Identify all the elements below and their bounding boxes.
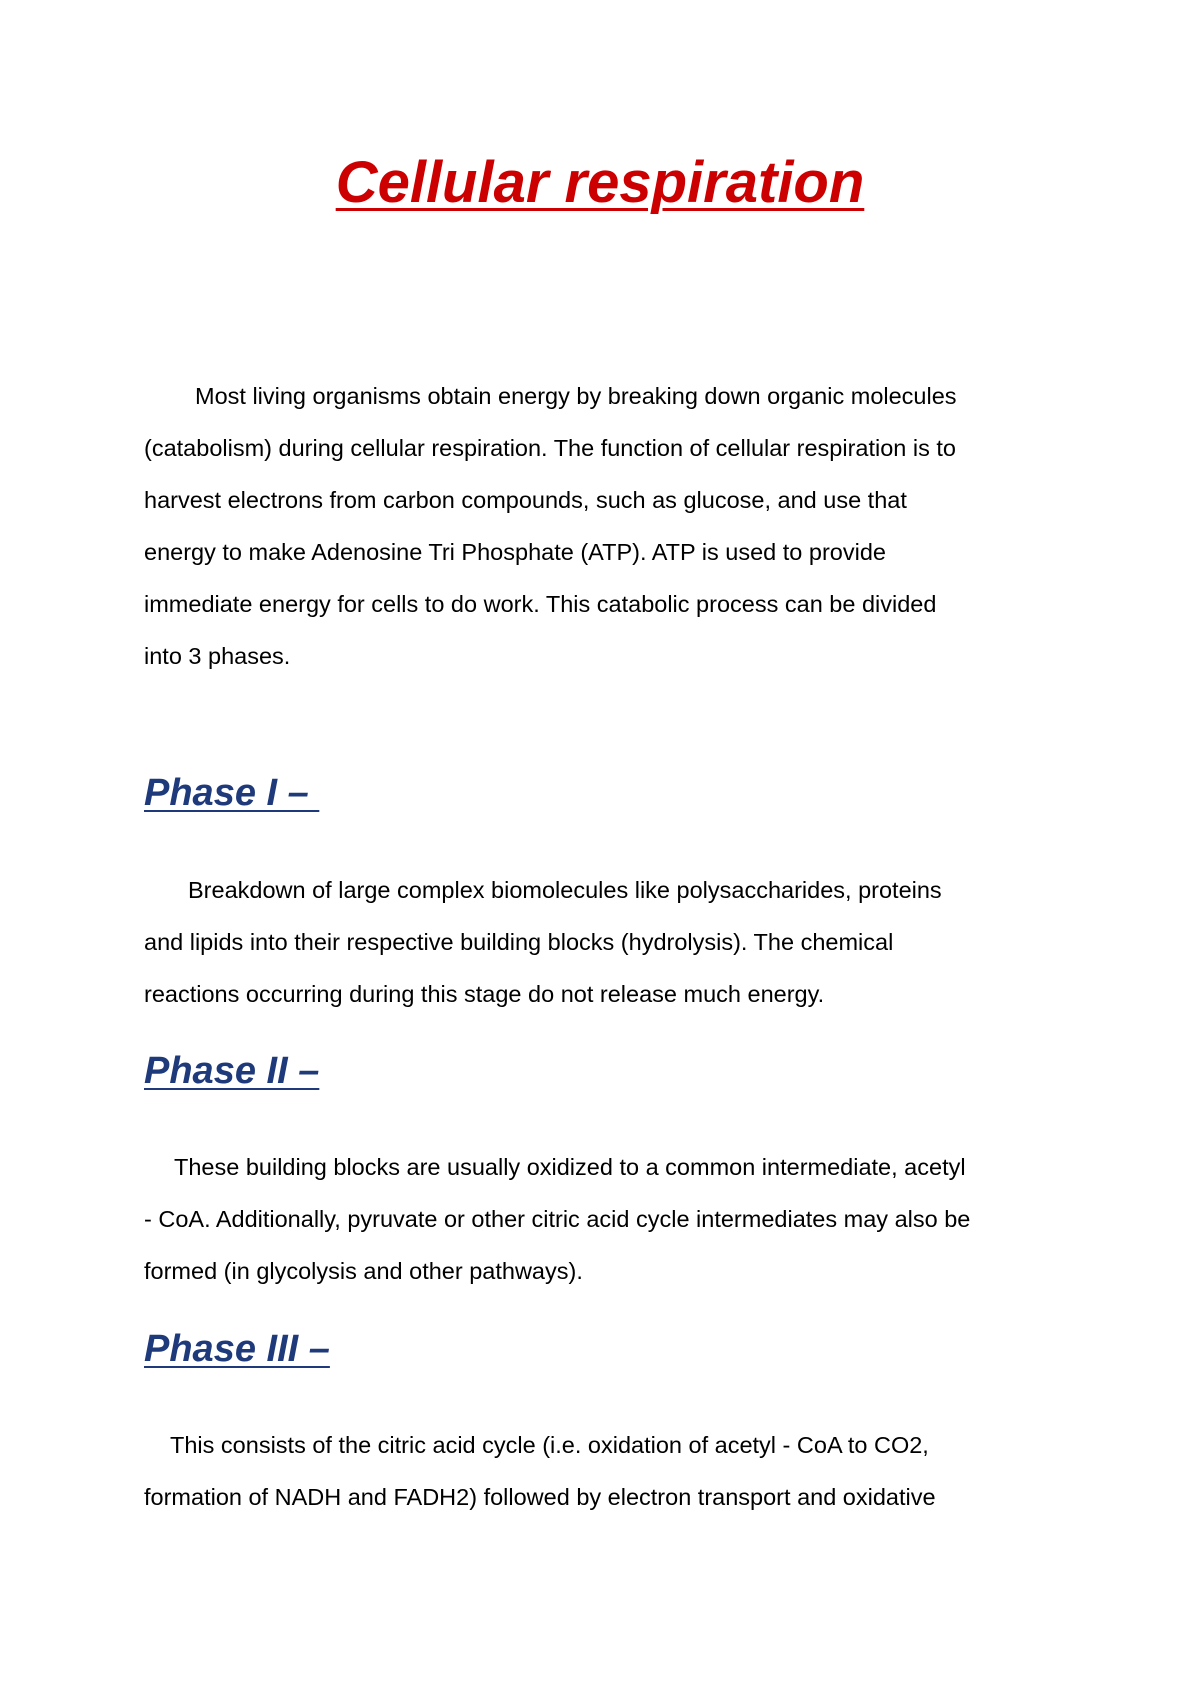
phase-3-paragraph bbox=[144, 1419, 1064, 1523]
phase-1-heading: Phase I – bbox=[144, 772, 320, 814]
intro-line: immediate energy for cells to do work. This catabolic process can be divided bbox=[144, 591, 937, 617]
phase-1-line: and lipids into their respective building blocks (hydrolysis). The chemical bbox=[144, 929, 894, 955]
phase-3-line: This consists of the citric acid cycle (i.e. oxidation of acetyl - CoA to CO2, bbox=[170, 1432, 929, 1458]
phase-2-line: These building blocks are usually oxidized to a common intermediate, acetyl bbox=[174, 1154, 966, 1180]
phase-3-line: formation of NADH and FADH2) followed by electron transport and oxidative bbox=[144, 1484, 936, 1510]
intro-line: harvest electrons from carbon compounds, such as glucose, and use that bbox=[144, 487, 907, 513]
intro-line: energy to make Adenosine Tri Phosphate (ATP). ATP is used to provide bbox=[144, 539, 886, 565]
intro-line: into 3 phases. bbox=[144, 643, 291, 669]
phase-2-heading: Phase II – bbox=[144, 1050, 320, 1092]
phase-2-line: - CoA. Additionally, pyruvate or other citric acid cycle intermediates may also be bbox=[144, 1206, 971, 1232]
phase-3-heading: Phase III – bbox=[144, 1328, 330, 1370]
phase-1-paragraph bbox=[144, 864, 1064, 1020]
phase-2-line: formed (in glycolysis and other pathways). bbox=[144, 1258, 583, 1284]
intro-line: Most living organisms obtain energy by breaking down organic molecules bbox=[195, 383, 957, 409]
phase-2-paragraph bbox=[144, 1141, 1064, 1297]
phase-1-line: Breakdown of large complex biomolecules like polysaccharides, proteins bbox=[188, 877, 942, 903]
phase-1-line: reactions occurring during this stage do not release much energy. bbox=[144, 981, 825, 1007]
document-title: Cellular respiration bbox=[335, 150, 865, 215]
intro-line: (catabolism) during cellular respiration. The function of cellular respiration is to bbox=[144, 435, 957, 461]
intro-paragraph bbox=[144, 370, 1064, 682]
